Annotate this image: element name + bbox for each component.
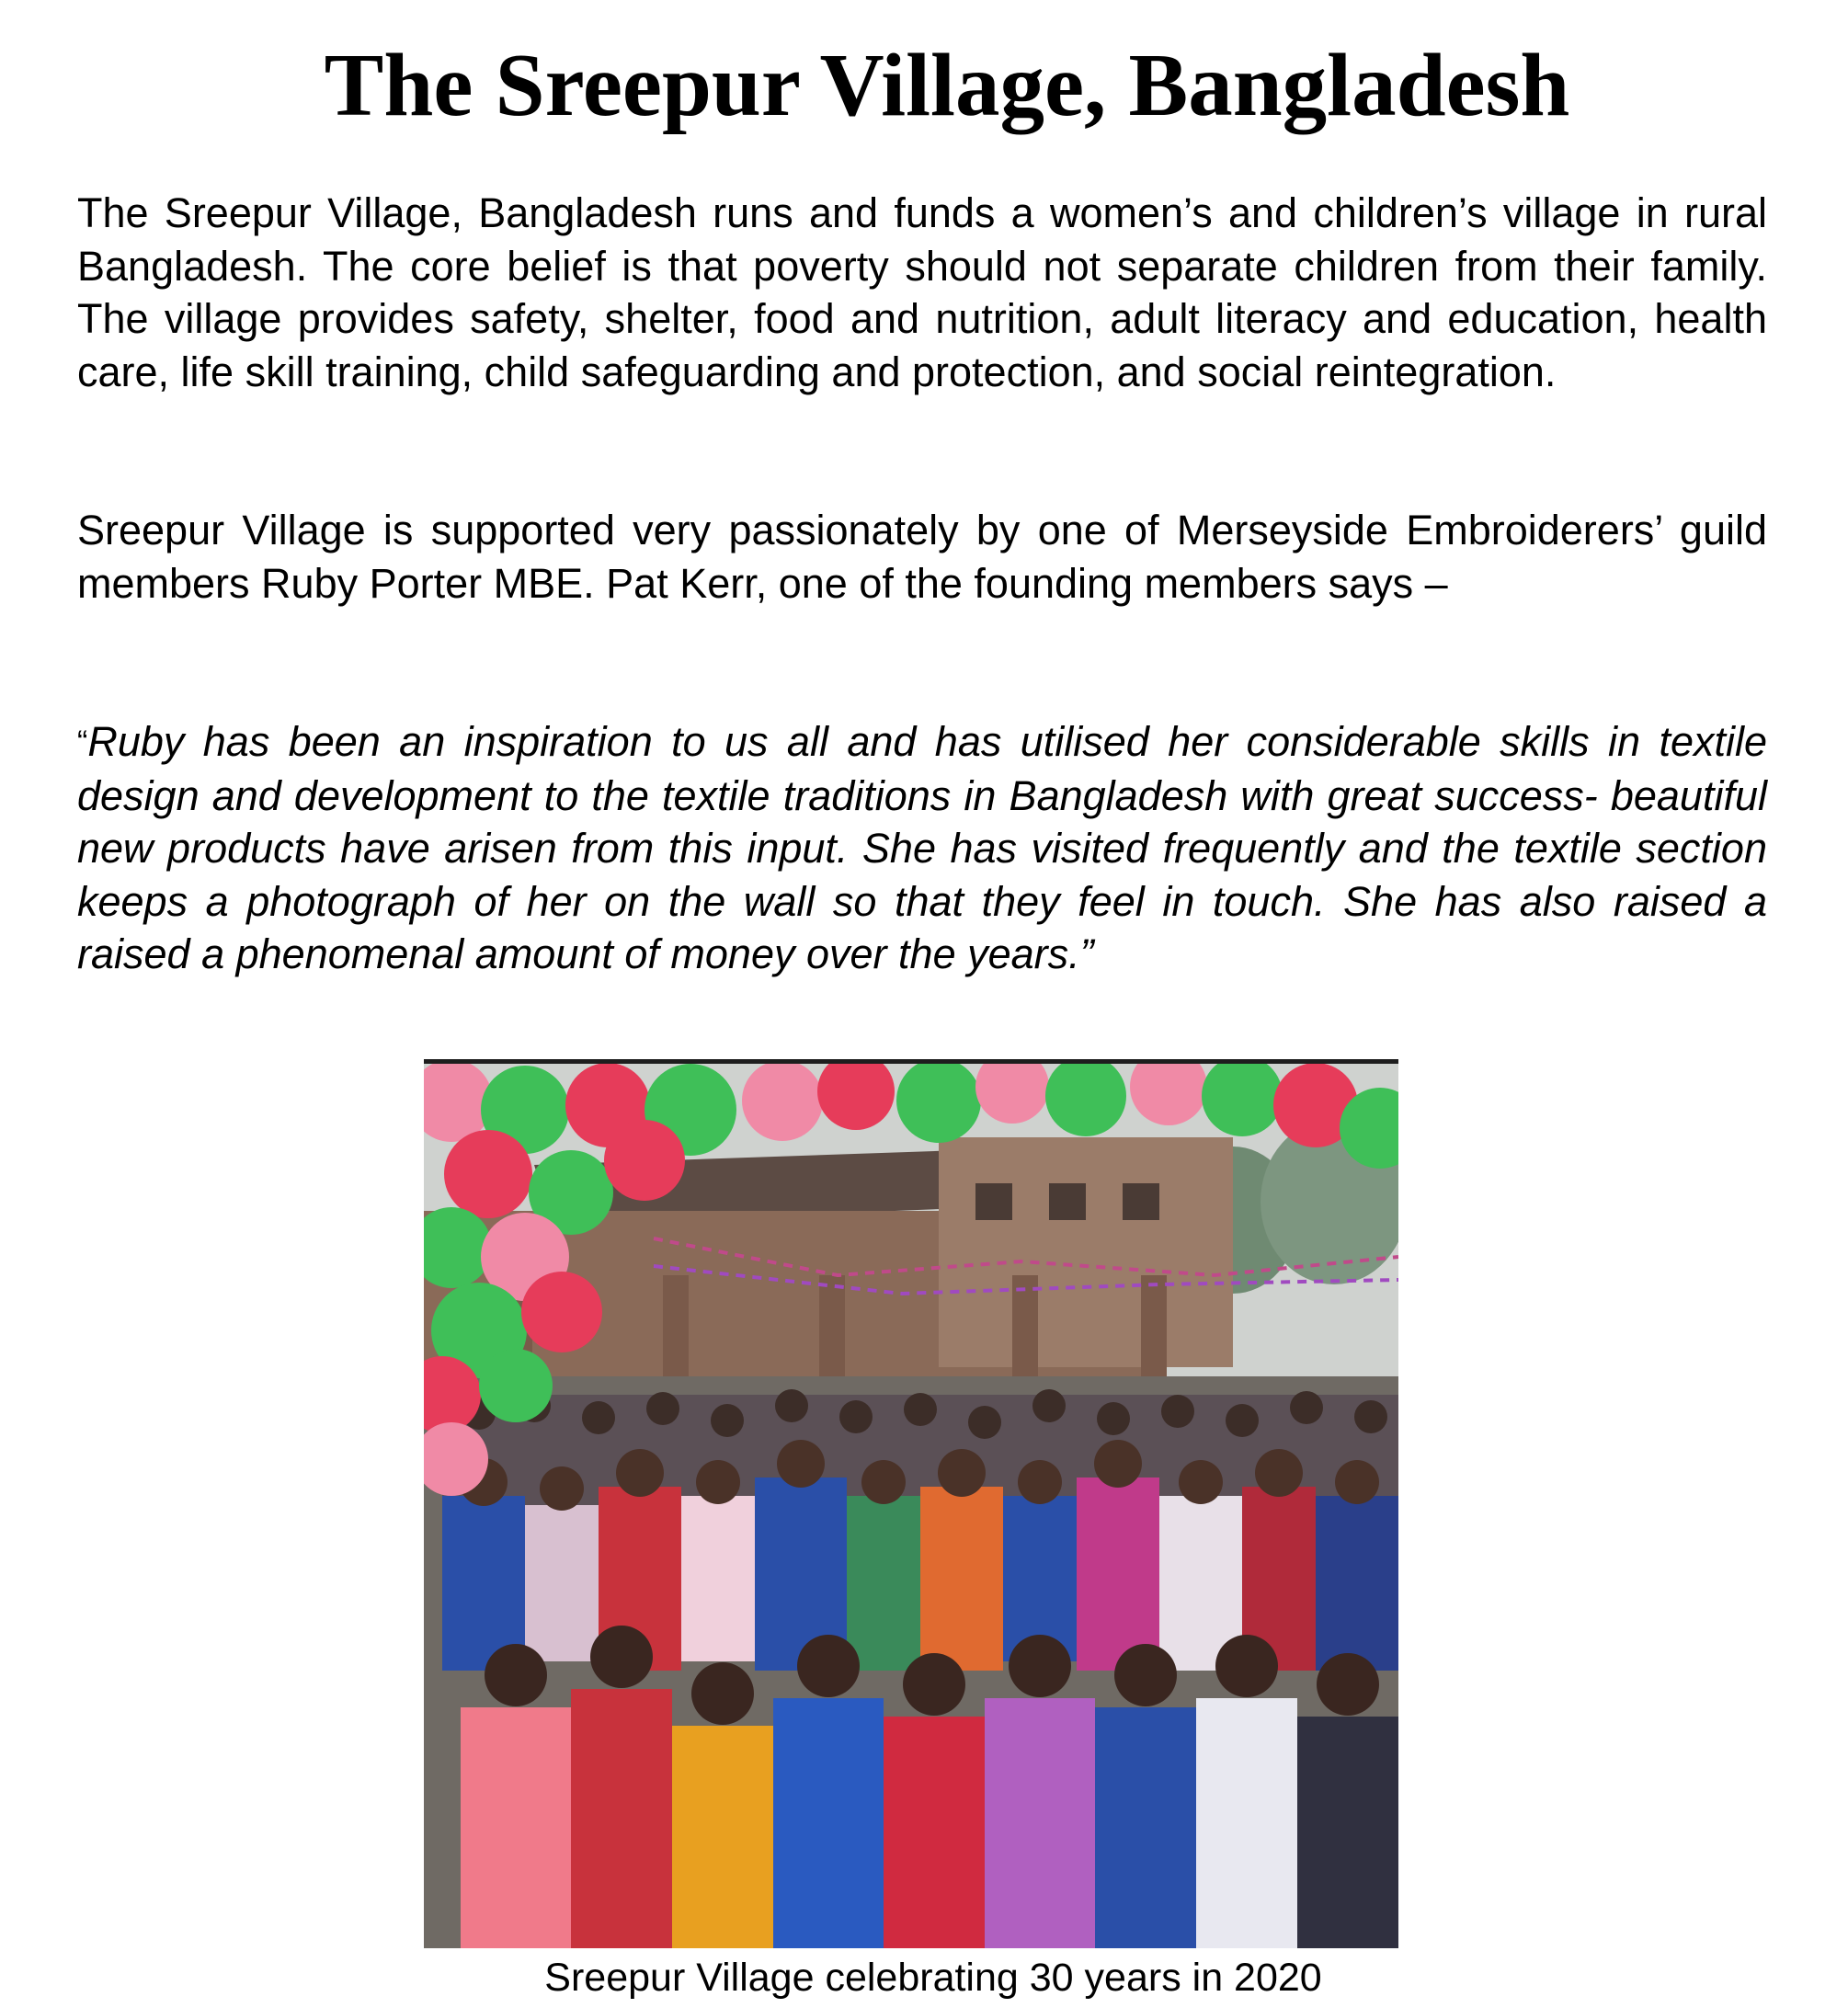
photo-caption: Sreepur Village celebrating 30 years in 2020 — [544, 1956, 1322, 2000]
quote-text: Ruby has been an inspiration to us all and has utilised her considerable skills in textile design and development to the textile traditions in Bangladesh with great success- beautiful new products have arisen from this input. She has visited frequently and the textile section keeps a photograph of her on the wall so that they feel in touch. She has also raised a raised a phenomenal amount of money over the years.” — [77, 718, 1767, 977]
celebration-photo — [424, 1059, 1398, 1948]
page-title: The Sreepur Village, Bangladesh — [324, 36, 1570, 134]
intro-paragraph: The Sreepur Village, Bangladesh runs and funds a women’s and children’s village in rural Bangladesh. The core belief is that poverty should not separate children from their family. The village provides safety, shelter, food and nutrition, adult literacy and education, health care, life skill training, child safeguarding and protection, and social reintegration. — [77, 189, 1767, 395]
open-quote-mark: “ — [77, 724, 88, 759]
quote-paragraph — [77, 715, 1767, 981]
support-paragraph: Sreepur Village is supported very passionately by one of Merseyside Embroiderers’ guild members Ruby Porter MBE. Pat Kerr, one of the founding members says – — [77, 507, 1767, 607]
